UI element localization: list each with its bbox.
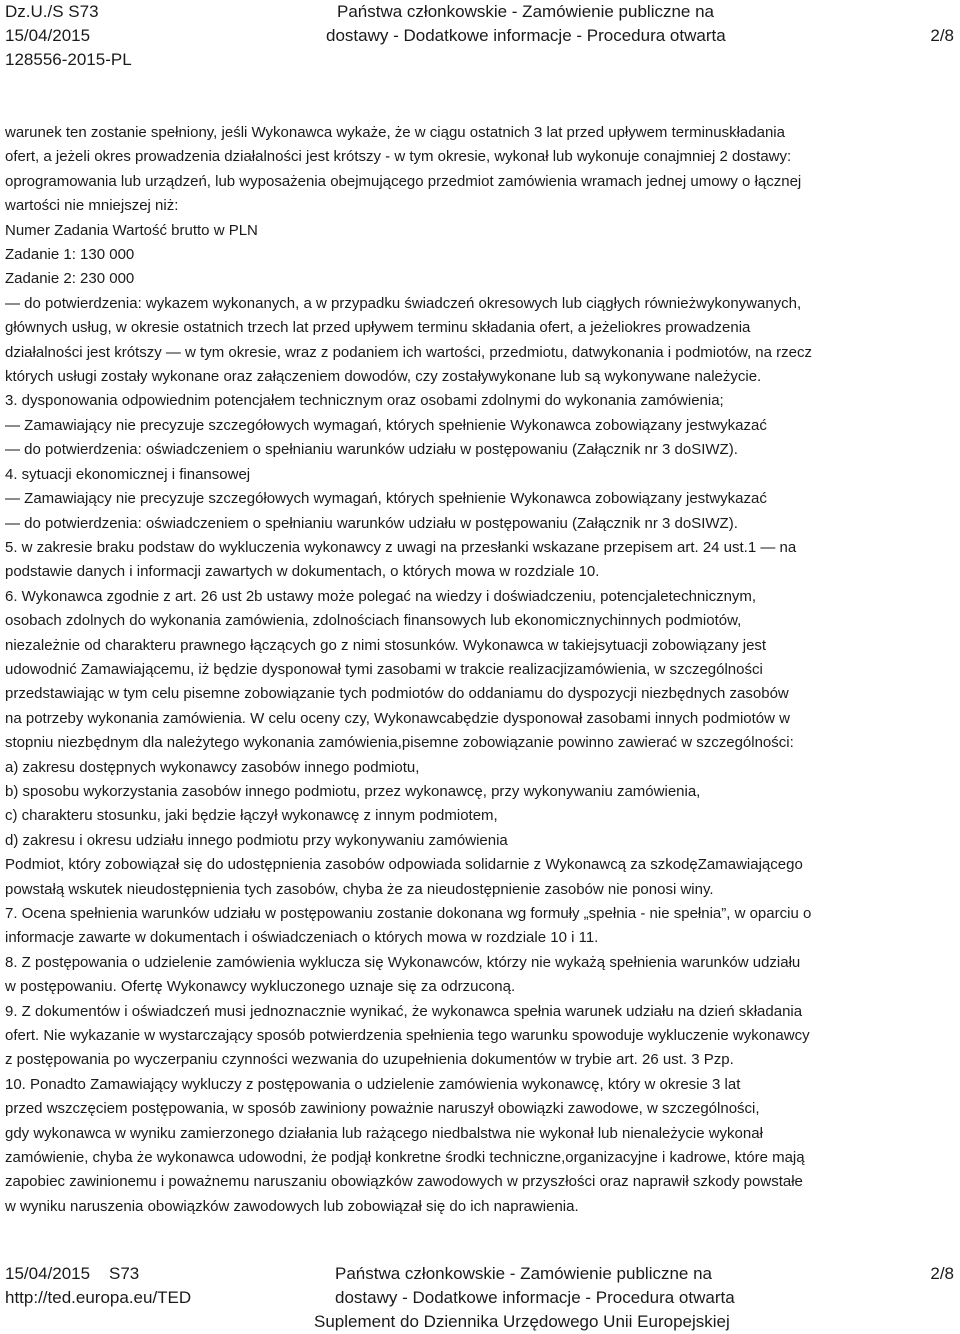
page-header: [0, 0, 960, 72]
body-line: — Zamawiający nie precyzuje szczegółowych wymagań, których spełnienie Wykonawca zobowiązany jestwykazać: [5, 490, 767, 508]
notice-category-line1: Państwa członkowskie - Zamówienie publiczne na: [337, 2, 715, 21]
body-line: a) zakresu dostępnych wykonawcy zasobów innego podmiotu,: [5, 758, 420, 776]
body-line: Podmiot, który zobowiązał się do udostępnienia zasobów odpowiada solidarnie z Wykonawcą za szkodęZamawiającego: [5, 856, 803, 874]
body-line: c) charakteru stosunku, jaki będzie łączył wykonawcę z innym podmiotem,: [5, 807, 498, 825]
body-line: udowodnić Zamawiającemu, iż będzie dysponował tymi zasobami w trakcie realizacjizamówienia, w szczególności: [5, 660, 763, 678]
body-line: warunek ten zostanie spełniony, jeśli Wykonawca wykaże, że w ciągu ostatnich 3 lat przed upływem terminuskładania: [5, 124, 785, 141]
notice-body-text: [5, 121, 955, 1219]
body-line: głównych usług, w okresie ostatnich trzech lat przed upływem terminu składania ofert, a jeżeliokres prowadzenia: [5, 319, 751, 337]
body-line: zamówienie, chyba że wykonawca udowodni, że podjął konkretne środki techniczne,organizacyjne i kadrowe, które mają: [5, 1149, 805, 1167]
footer-date-series: 15/04/2015 S73: [5, 1264, 140, 1283]
body-line: na potrzeby wykonania zamówienia. W celu oceny czy, Wykonawcabędzie dysponował zasobami innych podmiotów w: [5, 709, 790, 727]
body-line: przed wszczęciem postępowania, w sposób zawiniony poważnie naruszył obowiązki zawodowe, w szczególności,: [5, 1100, 760, 1118]
body-line: — do potwierdzenia: wykazem wykonanych, a w przypadku świadczeń okresowych lub ciągłych równieżwykonywanych,: [5, 294, 802, 312]
body-line: b) sposobu wykorzystania zasobów innego podmiotu, przez wykonawcę, przy wykonywaniu zamówienia,: [5, 782, 701, 800]
body-line: 7. Ocena spełnienia warunków udziału w postępowaniu zostanie dokonana wg formuły „spełnia - nie spełnia”, w oparciu o: [5, 905, 812, 922]
body-line: — do potwierdzenia: oświadczeniem o spełnianiu warunków udziału w postępowaniu (Załącznik nr 3 doSIWZ).: [5, 441, 738, 459]
body-line: 6. Wykonawca zgodnie z art. 26 ust 2b ustawy może polegać na wiedzy i doświadczeniu, potencjaletechnicznym,: [5, 587, 757, 605]
footer-left: [5, 1262, 191, 1310]
body-line: działalności jest krótszy — w tym okresie, wraz z podaniem ich wartości, przedmiotu, datwykonania i podmiotów, na rzecz: [5, 343, 812, 361]
body-line: 4. sytuacji ekonomicznej i finansowej: [5, 465, 251, 483]
ted-link[interactable]: http://ted.europa.eu/TED: [5, 1288, 192, 1307]
body-line: stopniu niezbędnym dla należytego wykonania zamówienia,pisemne zobowiązanie powinno zawierać w szczególności:: [5, 734, 794, 752]
body-line: informacje zawarte w dokumentach i oświadczeniach o których mowa w rozdziale 10 i 11.: [5, 929, 599, 947]
body-line: d) zakresu i okresu udziału innego podmiotu przy wykonywaniu zamówienia: [5, 831, 508, 849]
body-line: ofert. Nie wykazanie w wystarczający sposób potwierdzenia spełnienia tego warunku spowoduje wykluczenie wykonawcy: [5, 1027, 810, 1045]
footer-category-line2: dostawy - Dodatkowe informacje - Procedura otwarta: [335, 1288, 735, 1307]
supplement-title: Suplement do Dziennika Urzędowego Unii Europejskiej: [314, 1312, 730, 1331]
page-footer: [0, 1262, 960, 1334]
body-line: wartości nie mniejszej niż:: [5, 197, 179, 215]
publication-date: 15/04/2015: [5, 26, 91, 45]
body-line: 5. w zakresie braku podstaw do wykluczenia wykonawcy z uwagi na przesłanki wskazane przepisem art. 24 ust.1 — na: [5, 538, 797, 556]
notice-category-line2: dostawy - Dodatkowe informacje - Procedura otwarta: [326, 26, 726, 45]
body-line: przedstawiając w tym celu pisemne zobowiązanie tych podmiotów do oddaniamu do dyspozycji niezbędnych zasobów: [5, 685, 789, 703]
body-line: osobach zdolnych do wykonania zamówienia, zdolnościach finansowych lub ekonomicznychinnych podmiotów,: [5, 612, 742, 630]
body-line: których usługi zostały wykonane oraz załączeniem dowodów, czy zostaływykonane lub są wykonywane należycie.: [5, 368, 762, 386]
body-line: 8. Z postępowania o udzielenie zamówienia wyklucza się Wykonawców, którzy nie wykażą spełnienia warunków udziału: [5, 953, 801, 971]
body-line: z postępowania po wyczerpaniu czynności wezwania do uzupełnienia dokumentów w trybie art. 26 ust. 3 Pzp.: [5, 1051, 734, 1069]
notice-id: 128556-2015-PL: [5, 50, 132, 69]
body-line: 9. Z dokumentów i oświadczeń musi jednoznacznie wynikać, że wykonawca spełnia warunek udziału na dzień składania: [5, 1002, 803, 1020]
page-number: 2/8: [930, 26, 954, 45]
body-line: Numer Zadania Wartość brutto w PLN: [5, 221, 258, 239]
body-line: Zadanie 2: 230 000: [5, 270, 135, 288]
body-line: ofert, a jeżeli okres prowadzenia działalności jest krótszy - w tym okresie, wykonał lub wykonuje conajmniej 2 dostawy:: [5, 148, 792, 166]
body-line: Zadanie 1: 130 000: [5, 246, 135, 264]
body-line: oprogramowania lub urządzeń, lub wyposażenia obejmującego przedmiot zamówienia wramach jednej umowy o łącznej: [5, 172, 802, 190]
header-center: [326, 0, 726, 48]
body-line: zapobiec zawinionemu i poważnemu naruszaniu obowiązków zawodowych w przyszłości oraz naprawił szkody powstałe: [5, 1173, 803, 1191]
body-line: podstawie danych i informacji zawartych w dokumentach, o których mowa w rozdziale 10.: [5, 563, 600, 581]
body-line: w wyniku naruszenia obowiązków zawodowych lub zobowiązał się do ich naprawienia.: [5, 1197, 579, 1215]
body-line: w postępowaniu. Ofertę Wykonawcy wykluczonego uznaje się za odrzuconą.: [5, 978, 516, 996]
body-line: niezależnie od charakteru prawnego łączących go z nimi stosunków. Wykonawca w takiejsytuacji zobowiązany jest: [5, 636, 767, 654]
body-line: powstałą wskutek nieudostępnienia tych zasobów, chyba że za nieudostępnienie zasobów nie ponosi winy.: [5, 880, 714, 898]
journal-reference: Dz.U./S S73: [5, 2, 99, 21]
header-left: [5, 0, 132, 72]
footer-category-line1: Państwa członkowskie - Zamówienie publiczne na: [335, 1264, 713, 1283]
body-line: — do potwierdzenia: oświadczeniem o spełnianiu warunków udziału w postępowaniu (Załącznik nr 3 doSIWZ).: [5, 514, 738, 532]
footer-page-number: 2/8: [930, 1264, 954, 1283]
body-line: 10. Ponadto Zamawiający wykluczy z postępowania o udzielenie zamówienia wykonawcę, który w okresie 3 lat: [5, 1075, 741, 1093]
body-line: 3. dysponowania odpowiednim potencjałem technicznym oraz osobami zdolnymi do wykonania zamówienia;: [5, 392, 724, 410]
footer-center: [313, 1262, 735, 1334]
body-line: gdy wykonawca w wyniku zamierzonego działania lub rażącego niedbalstwa nie wykonał lub nienależycie wykonał: [5, 1124, 763, 1142]
body-line: — Zamawiający nie precyzuje szczegółowych wymagań, których spełnienie Wykonawca zobowiązany jestwykazać: [5, 416, 767, 434]
